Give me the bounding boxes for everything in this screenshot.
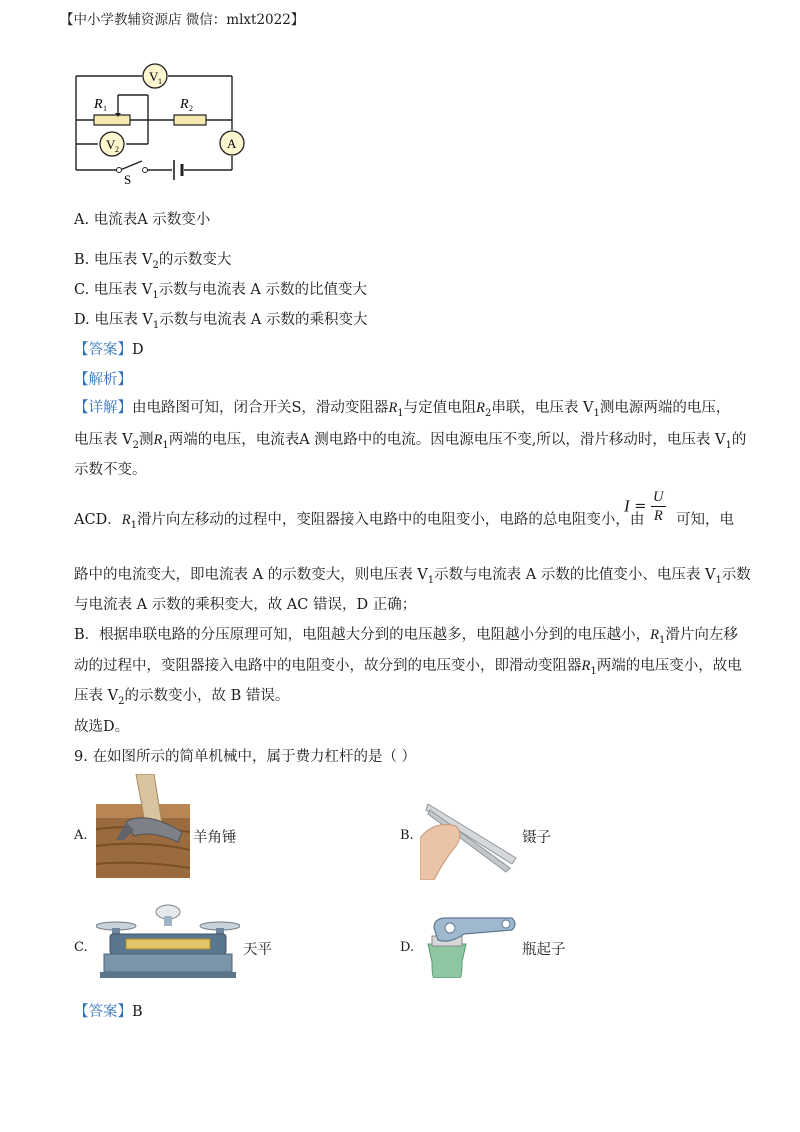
q9-option-c-caption: 天平 (243, 942, 272, 958)
answer-8: 【答案】D (74, 342, 144, 358)
ohms-law-formula: I = $\frac{U}{R}$ (624, 489, 664, 524)
bottle-opener-image (420, 914, 520, 978)
acd-line-1: ACD．$R_1$滑片向左移动的过程中，变阻器接入电路中的电阻变小，电路的总电阻变小，由 (74, 512, 645, 531)
b-line-3: 压表 $V_2$的示数变小，故 B 错误。 (74, 688, 290, 707)
circuit-diagram (66, 60, 246, 190)
detail-line-1: 【详解】由电路图可知，闭合开关S，滑动变阻器$R_1$与定值电阻$R_2$串联，电压表 $V_1$测电源两端的电压， (74, 400, 731, 419)
acd-line-1-end: 可知，电 (676, 512, 734, 528)
svg-text:1: 1 (158, 77, 162, 86)
question-9-stem: 9. 在如图所示的简单机械中，属于费力杠杆的是（ ） (74, 749, 417, 765)
option-c: C. 电压表 $V_1$示数与电流表 A 示数的比值变大 (74, 282, 367, 301)
q9-option-b-caption: 镊子 (522, 830, 551, 846)
page-header: 【中小学教辅资源店 微信：mlxt2022】 (60, 12, 305, 28)
q9-option-c-letter: C. (74, 940, 88, 955)
analysis-tag: 【解析】 (74, 372, 132, 388)
svg-text:A: A (227, 136, 237, 151)
q9-option-d-letter: D. (400, 940, 415, 955)
acd-line-3: 与电流表 A 示数的乘积变大，故 AC 错误，D 正确； (74, 597, 417, 613)
claw-hammer-image (96, 774, 190, 878)
b-line-1: B．根据串联电路的分压原理可知，电阻越大分到的电压越多，电阻越小分到的电压越小，$R_1$滑片向左移 (74, 627, 738, 646)
answer-9: 【答案】B (74, 1004, 143, 1020)
balance-scale-image (96, 904, 240, 980)
svg-text:V: V (149, 69, 159, 84)
svg-text:V: V (106, 137, 116, 152)
detail-line-3: 示数不变。 (74, 462, 147, 478)
option-a: A. 电流表A 示数变小 (74, 212, 211, 228)
q9-option-a-letter: A. (74, 828, 88, 843)
q9-option-d-caption: 瓶起子 (522, 942, 566, 958)
acd-line-2: 路中的电流变大，即电流表 A 的示数变大，则电压表 $V_1$示数与电流表 A 示数的比值变小、电压表 $V_1$示数 (74, 567, 751, 586)
svg-text:R: R (180, 97, 189, 112)
svg-text:2: 2 (189, 104, 193, 113)
svg-text:R: R (94, 97, 103, 112)
svg-text:2: 2 (115, 145, 119, 154)
b-line-2: 动的过程中，变阻器接入电路中的电阻变小，故分到的电压变小，即滑动变阻器$R_1$两端的电压变小，故电 (74, 658, 742, 677)
detail-line-2: 电压表 $V_2$测$R_1$两端的电压，电流表A 测电路中的电流。因电源电压不变,所以，滑片移动时，电压表 $V_1$的 (74, 432, 747, 451)
q9-option-b-letter: B. (400, 828, 414, 843)
q9-option-a-caption: 羊角锤 (193, 830, 237, 846)
tweezers-image (420, 798, 520, 880)
option-b: B. 电压表 $V_2$的示数变大 (74, 252, 232, 271)
conclusion: 故选D。 (74, 719, 130, 735)
svg-text:1: 1 (103, 104, 107, 113)
option-d: D. 电压表 $V_1$示数与电流表 A 示数的乘积变大 (74, 312, 368, 331)
svg-text:S: S (124, 172, 132, 187)
